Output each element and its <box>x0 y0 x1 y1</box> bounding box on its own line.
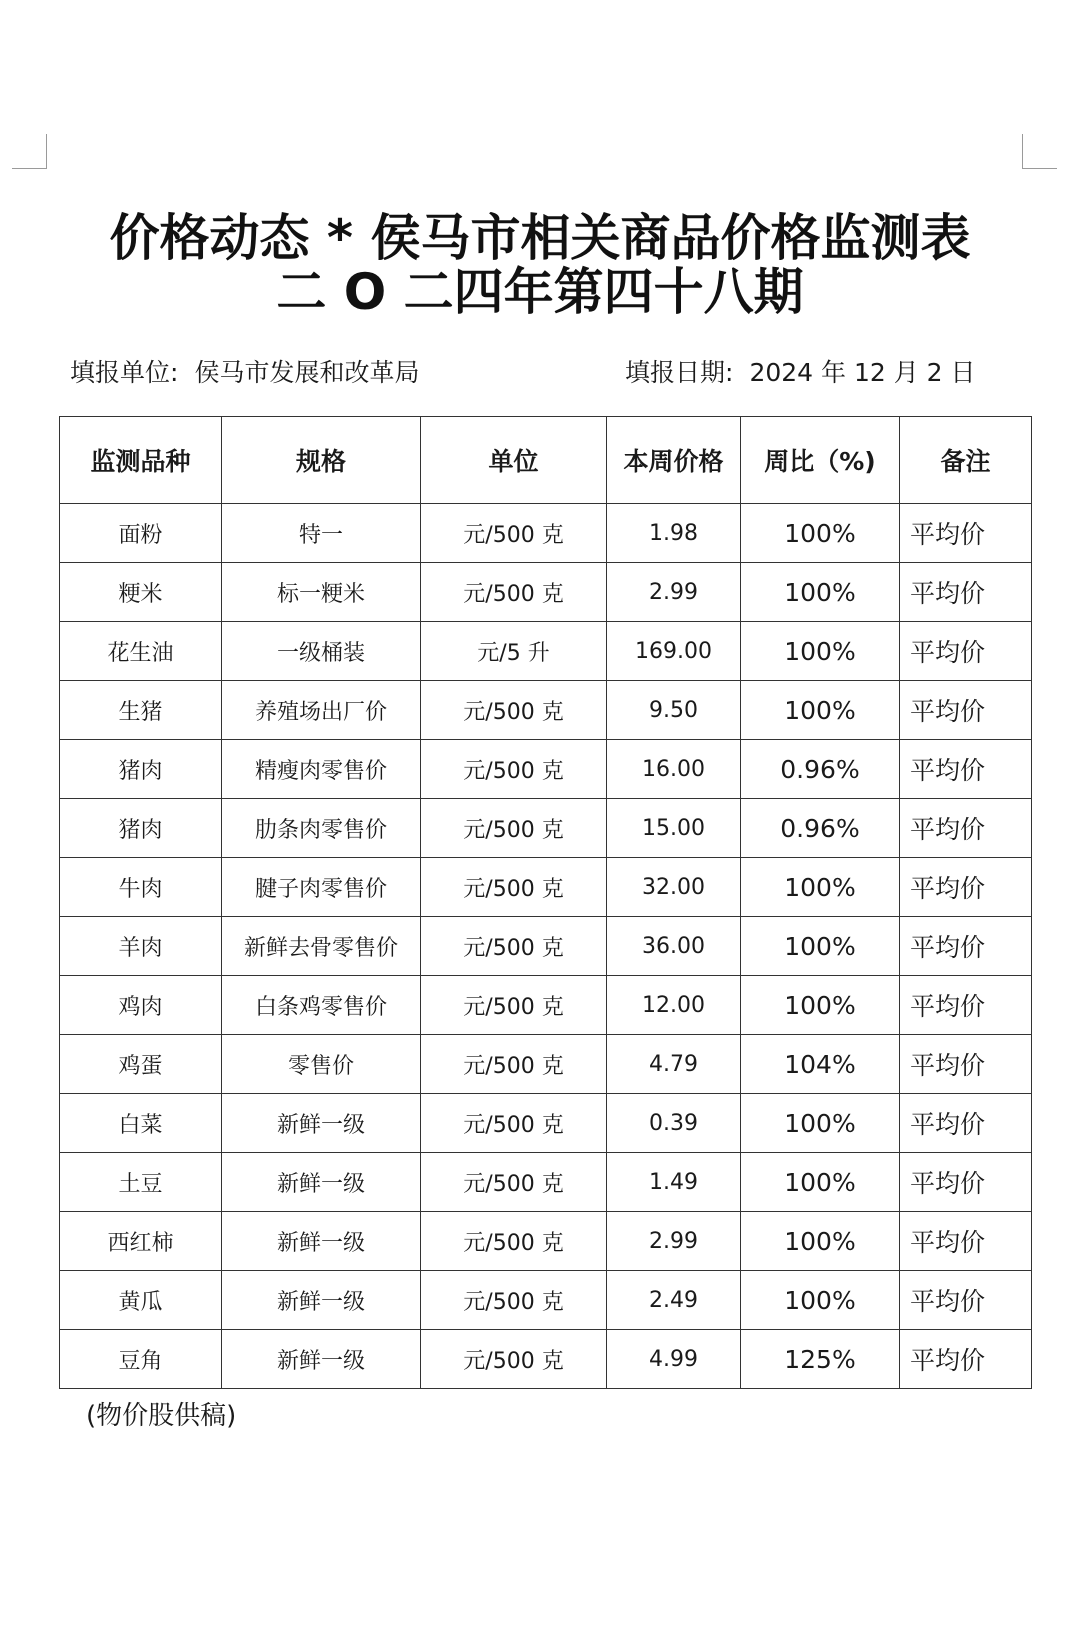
table-row <box>60 1212 1032 1271</box>
cell-note: 平均价 <box>900 622 1032 681</box>
cell-ratio: 100% <box>741 1094 900 1153</box>
cell-note: 平均价 <box>900 1094 1032 1153</box>
table-row <box>60 681 1032 740</box>
cell-ratio: 100% <box>741 1153 900 1212</box>
cell-item: 猪肉 <box>60 799 222 858</box>
cell-spec: 白条鸡零售价 <box>222 976 421 1035</box>
cell-unit: 元/500 克 <box>421 976 607 1035</box>
cell-ratio: 125% <box>741 1330 900 1389</box>
cell-item: 白菜 <box>60 1094 222 1153</box>
table-row <box>60 563 1032 622</box>
cell-item: 西红柿 <box>60 1212 222 1271</box>
cell-price: 169.00 <box>607 622 741 681</box>
table-row <box>60 622 1032 681</box>
table-row <box>60 1271 1032 1330</box>
cell-spec: 养殖场出厂价 <box>222 681 421 740</box>
cell-ratio: 100% <box>741 1212 900 1271</box>
cell-spec: 新鲜一级 <box>222 1153 421 1212</box>
cell-ratio: 100% <box>741 622 900 681</box>
report-date-label: 填报日期: <box>625 358 734 387</box>
table-row <box>60 799 1032 858</box>
cell-spec: 新鲜去骨零售价 <box>222 917 421 976</box>
cell-price: 12.00 <box>607 976 741 1035</box>
cell-ratio: 100% <box>741 858 900 917</box>
cell-unit: 元/500 克 <box>421 858 607 917</box>
cell-item: 羊肉 <box>60 917 222 976</box>
cell-item: 鸡蛋 <box>60 1035 222 1094</box>
cell-unit: 元/500 克 <box>421 681 607 740</box>
cell-price: 15.00 <box>607 799 741 858</box>
table-header-row <box>60 417 1032 504</box>
cell-note: 平均价 <box>900 681 1032 740</box>
cell-price: 4.99 <box>607 1330 741 1389</box>
report-date <box>625 358 976 388</box>
cell-price: 2.99 <box>607 563 741 622</box>
cell-item: 面粉 <box>60 504 222 563</box>
cell-note: 平均价 <box>900 1153 1032 1212</box>
table-row <box>60 917 1032 976</box>
table-row <box>60 740 1032 799</box>
cell-note: 平均价 <box>900 1330 1032 1389</box>
cell-item: 生猪 <box>60 681 222 740</box>
cell-price: 9.50 <box>607 681 741 740</box>
cell-item: 黄瓜 <box>60 1271 222 1330</box>
cell-spec: 新鲜一级 <box>222 1094 421 1153</box>
cell-price: 0.39 <box>607 1094 741 1153</box>
cell-unit: 元/500 克 <box>421 504 607 563</box>
cell-note: 平均价 <box>900 917 1032 976</box>
cell-spec: 新鲜一级 <box>222 1330 421 1389</box>
cell-spec: 新鲜一级 <box>222 1212 421 1271</box>
cell-item: 鸡肉 <box>60 976 222 1035</box>
cell-note: 平均价 <box>900 858 1032 917</box>
cell-item: 豆角 <box>60 1330 222 1389</box>
report-date-value: 2024 年 12 月 2 日 <box>749 358 976 387</box>
crop-mark-top-left <box>12 134 47 169</box>
cell-price: 16.00 <box>607 740 741 799</box>
report-unit-label: 填报单位: <box>70 358 179 387</box>
cell-unit: 元/500 克 <box>421 917 607 976</box>
cell-spec: 新鲜一级 <box>222 1271 421 1330</box>
cell-unit: 元/500 克 <box>421 563 607 622</box>
cell-ratio: 104% <box>741 1035 900 1094</box>
cell-unit: 元/500 克 <box>421 1212 607 1271</box>
cell-spec: 腱子肉零售价 <box>222 858 421 917</box>
cell-item: 花生油 <box>60 622 222 681</box>
cell-unit: 元/500 克 <box>421 799 607 858</box>
cell-item: 土豆 <box>60 1153 222 1212</box>
crop-mark-top-right <box>1022 134 1057 169</box>
cell-item: 猪肉 <box>60 740 222 799</box>
cell-note: 平均价 <box>900 1035 1032 1094</box>
cell-ratio: 100% <box>741 504 900 563</box>
document-issue: 二 O 二四年第四十八期 <box>276 263 804 321</box>
cell-unit: 元/500 克 <box>421 1153 607 1212</box>
header-unit: 单位 <box>421 417 607 504</box>
cell-unit: 元/500 克 <box>421 740 607 799</box>
cell-note: 平均价 <box>900 563 1032 622</box>
cell-note: 平均价 <box>900 740 1032 799</box>
table-row <box>60 1153 1032 1212</box>
table-row <box>60 504 1032 563</box>
cell-unit: 元/500 克 <box>421 1271 607 1330</box>
cell-price: 1.98 <box>607 504 741 563</box>
cell-ratio: 0.96% <box>741 799 900 858</box>
price-monitoring-table <box>59 416 1032 1389</box>
header-spec: 规格 <box>222 417 421 504</box>
cell-price: 1.49 <box>607 1153 741 1212</box>
report-unit-value: 侯马市发展和改革局 <box>194 358 420 387</box>
cell-unit: 元/5 升 <box>421 622 607 681</box>
table-row <box>60 858 1032 917</box>
header-note: 备注 <box>900 417 1032 504</box>
cell-note: 平均价 <box>900 504 1032 563</box>
cell-item: 粳米 <box>60 563 222 622</box>
cell-unit: 元/500 克 <box>421 1035 607 1094</box>
cell-spec: 精瘦肉零售价 <box>222 740 421 799</box>
cell-ratio: 100% <box>741 681 900 740</box>
cell-price: 4.79 <box>607 1035 741 1094</box>
cell-price: 32.00 <box>607 858 741 917</box>
cell-ratio: 100% <box>741 976 900 1035</box>
cell-price: 36.00 <box>607 917 741 976</box>
cell-ratio: 100% <box>741 1271 900 1330</box>
cell-spec: 零售价 <box>222 1035 421 1094</box>
cell-note: 平均价 <box>900 1271 1032 1330</box>
cell-note: 平均价 <box>900 799 1032 858</box>
header-item: 监测品种 <box>60 417 222 504</box>
table-row <box>60 1094 1032 1153</box>
cell-spec: 标一粳米 <box>222 563 421 622</box>
cell-spec: 肋条肉零售价 <box>222 799 421 858</box>
document-title: 价格动态 * 侯马市相关商品价格监测表 <box>109 209 971 267</box>
table-row <box>60 976 1032 1035</box>
cell-ratio: 0.96% <box>741 740 900 799</box>
table-row <box>60 1330 1032 1389</box>
cell-note: 平均价 <box>900 976 1032 1035</box>
cell-price: 2.49 <box>607 1271 741 1330</box>
cell-unit: 元/500 克 <box>421 1094 607 1153</box>
cell-item: 牛肉 <box>60 858 222 917</box>
cell-ratio: 100% <box>741 563 900 622</box>
cell-unit: 元/500 克 <box>421 1330 607 1389</box>
report-unit <box>70 358 419 388</box>
header-ratio: 周比（%) <box>741 417 900 504</box>
cell-price: 2.99 <box>607 1212 741 1271</box>
cell-note: 平均价 <box>900 1212 1032 1271</box>
cell-ratio: 100% <box>741 917 900 976</box>
source-note: (物价股供稿) <box>86 1401 237 1431</box>
cell-spec: 特一 <box>222 504 421 563</box>
cell-spec: 一级桶装 <box>222 622 421 681</box>
table-row <box>60 1035 1032 1094</box>
header-price: 本周价格 <box>607 417 741 504</box>
